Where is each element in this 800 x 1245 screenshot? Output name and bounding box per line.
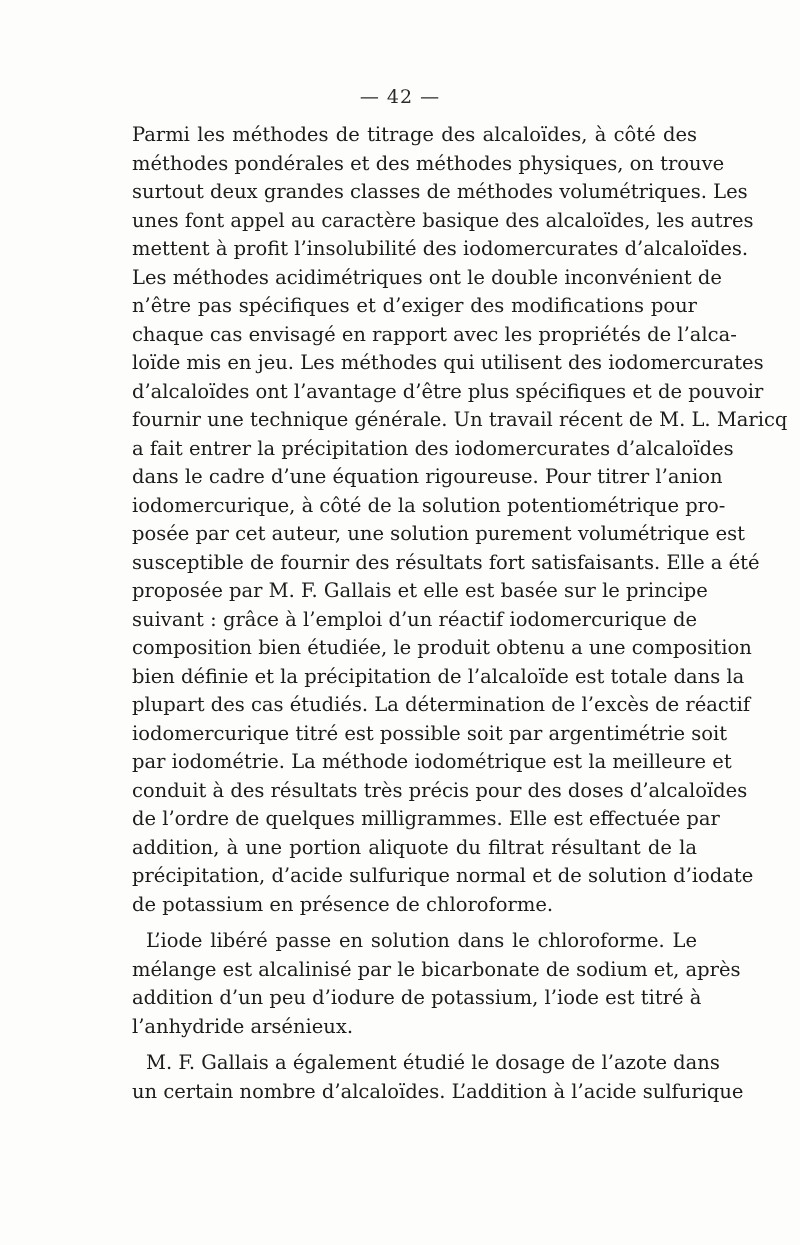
text-line: bien définie et la précipitation de l’alcaloïde est totale dans la bbox=[132, 664, 745, 688]
text-line: iodomercurique titré est possible soit par argentimétrie soit bbox=[132, 721, 728, 745]
text-line: d’alcaloïdes ont l’avantage d’être plus spécifiques et de pouvoir bbox=[132, 379, 764, 403]
text-line: iodomercurique, à côté de la solution potentiométrique pro- bbox=[132, 493, 726, 517]
text-line: M. F. Gallais a également étudié le dosage de l’azote dans bbox=[146, 1051, 720, 1074]
text-line: fournir une technique générale. Un travail récent de M. L. Maricq bbox=[132, 408, 788, 431]
text-line: mettent à profit l’insolubilité des iodomercurates d’alcaloïdes. bbox=[132, 237, 749, 260]
text-line: Parmi les méthodes de titrage des alcaloïdes, à côté des bbox=[132, 123, 697, 146]
text-line: dans le cadre d’une équation rigoureuse. Pour titrer l’anion bbox=[132, 465, 723, 488]
text-line: addition, à une portion aliquote du filtrat résultant de la bbox=[132, 835, 697, 859]
text-line: conduit à des résultats très précis pour des doses d’alcaloïdes bbox=[132, 778, 748, 802]
text-line: n’être pas spécifiques et d’exiger des modifications pour bbox=[132, 294, 697, 317]
text-line: a fait entrer la précipitation des iodomercurates d’alcaloïdes bbox=[132, 436, 734, 460]
body-text bbox=[132, 121, 788, 1106]
text-line: de l’ordre de quelques milligrammes. Elle est effectuée par bbox=[132, 807, 720, 830]
page-number: — 42 — bbox=[359, 86, 441, 108]
text-line: unes font appel au caractère basique des alcaloïdes, les autres bbox=[132, 208, 754, 232]
text-line: de potassium en présence de chloroforme. bbox=[132, 892, 554, 916]
text-line: plupart des cas étudiés. La détermination de l’excès de réactif bbox=[132, 693, 751, 716]
text-line: précipitation, d’acide sulfurique normal et de solution d’iodate bbox=[132, 864, 754, 887]
paragraph-1 bbox=[132, 121, 788, 919]
paragraph-gap bbox=[132, 1041, 697, 1049]
text-line: loïde mis en jeu. Les méthodes qui utilisent des iodomercurates bbox=[132, 351, 764, 374]
text-line: Les méthodes acidimétriques ont le double inconvénient de bbox=[132, 265, 722, 289]
text-line: méthodes pondérales et des méthodes physiques, on trouve bbox=[132, 151, 725, 175]
text-line: mélange est alcalinisé par le bicarbonate de sodium et, après bbox=[132, 957, 741, 981]
paragraph-gap bbox=[132, 919, 697, 927]
text-line: surtout deux grandes classes de méthodes volumétriques. Les bbox=[132, 180, 748, 203]
text-line: posée par cet auteur, une solution purement volumétrique est bbox=[132, 522, 745, 545]
paragraph-2 bbox=[132, 927, 741, 1041]
text-line: proposée par M. F. Gallais et elle est basée sur le principe bbox=[132, 579, 708, 602]
text-line: l’anhydride arsénieux. bbox=[132, 1014, 354, 1038]
text-line: composition bien étudiée, le produit obtenu a une composition bbox=[132, 636, 752, 659]
text-line: un certain nombre d’alcaloïdes. L’addition à l’acide sulfurique bbox=[132, 1079, 744, 1103]
text-line: par iodométrie. La méthode iodométrique est la meilleure et bbox=[132, 750, 732, 773]
text-line: suivant : grâce à l’emploi d’un réactif iodomercurique de bbox=[132, 607, 697, 631]
text-line: chaque cas envisagé en rapport avec les propriétés de l’alca- bbox=[132, 322, 737, 346]
text-line: addition d’un peu d’iodure de potassium, l’iode est titré à bbox=[132, 986, 702, 1009]
text-line: L’iode libéré passe en solution dans le chloroforme. Le bbox=[146, 929, 697, 952]
paragraph-3 bbox=[132, 1049, 744, 1106]
text-line: susceptible de fournir des résultats fort satisfaisants. Elle a été bbox=[132, 550, 760, 574]
